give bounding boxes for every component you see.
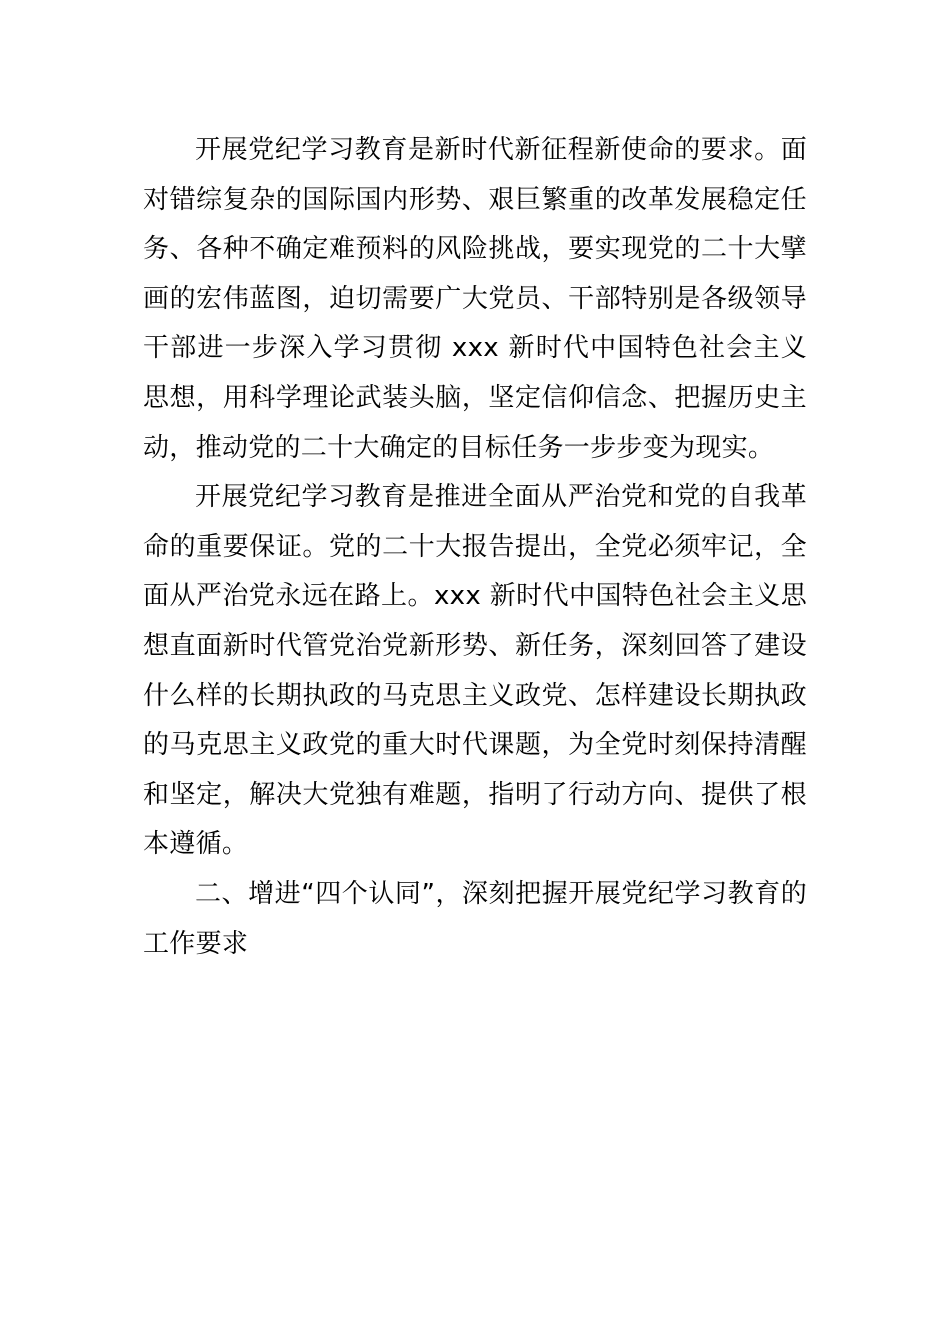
paragraph-guarantee: 开展党纪学习教育是推进全面从严治党和党的自我革命的重要保证。党的二十大报告提出，全党必须牢记，全面从严治党永远在路上。xxx 新时代中国特色社会主义思想直面新时代管党治党新形势、新任务，深刻回答了建设什么样的长期执政的马克思主义政党、怎样建设长期执政的马克思主义政党的重大时代课题，为全党时刻保持清醒和坚定，解决大党独有难题，指明了行动方向、提供了根本遵循。: [143, 482, 807, 860]
section-heading-two: 二、增进“四个认同”，深刻把握开展党纪学习教育的工作要求: [143, 878, 807, 959]
paragraph-requirement: 开展党纪学习教育是新时代新征程新使命的要求。面对错综复杂的国际国内形势、艰巨繁重的改革发展稳定任务、各种不确定难预料的风险挑战，要实现党的二十大擘画的宏伟蓝图，迫切需要广大党员、干部特别是各级领导干部进一步深入学习贯彻 xxx 新时代中国特色社会主义思想，用科学理论武装头脑，坚定信仰信念、把握历史主动，推动党的二十大确定的目标任务一步步变为现实。: [143, 135, 807, 463]
document-body: [143, 126, 807, 969]
